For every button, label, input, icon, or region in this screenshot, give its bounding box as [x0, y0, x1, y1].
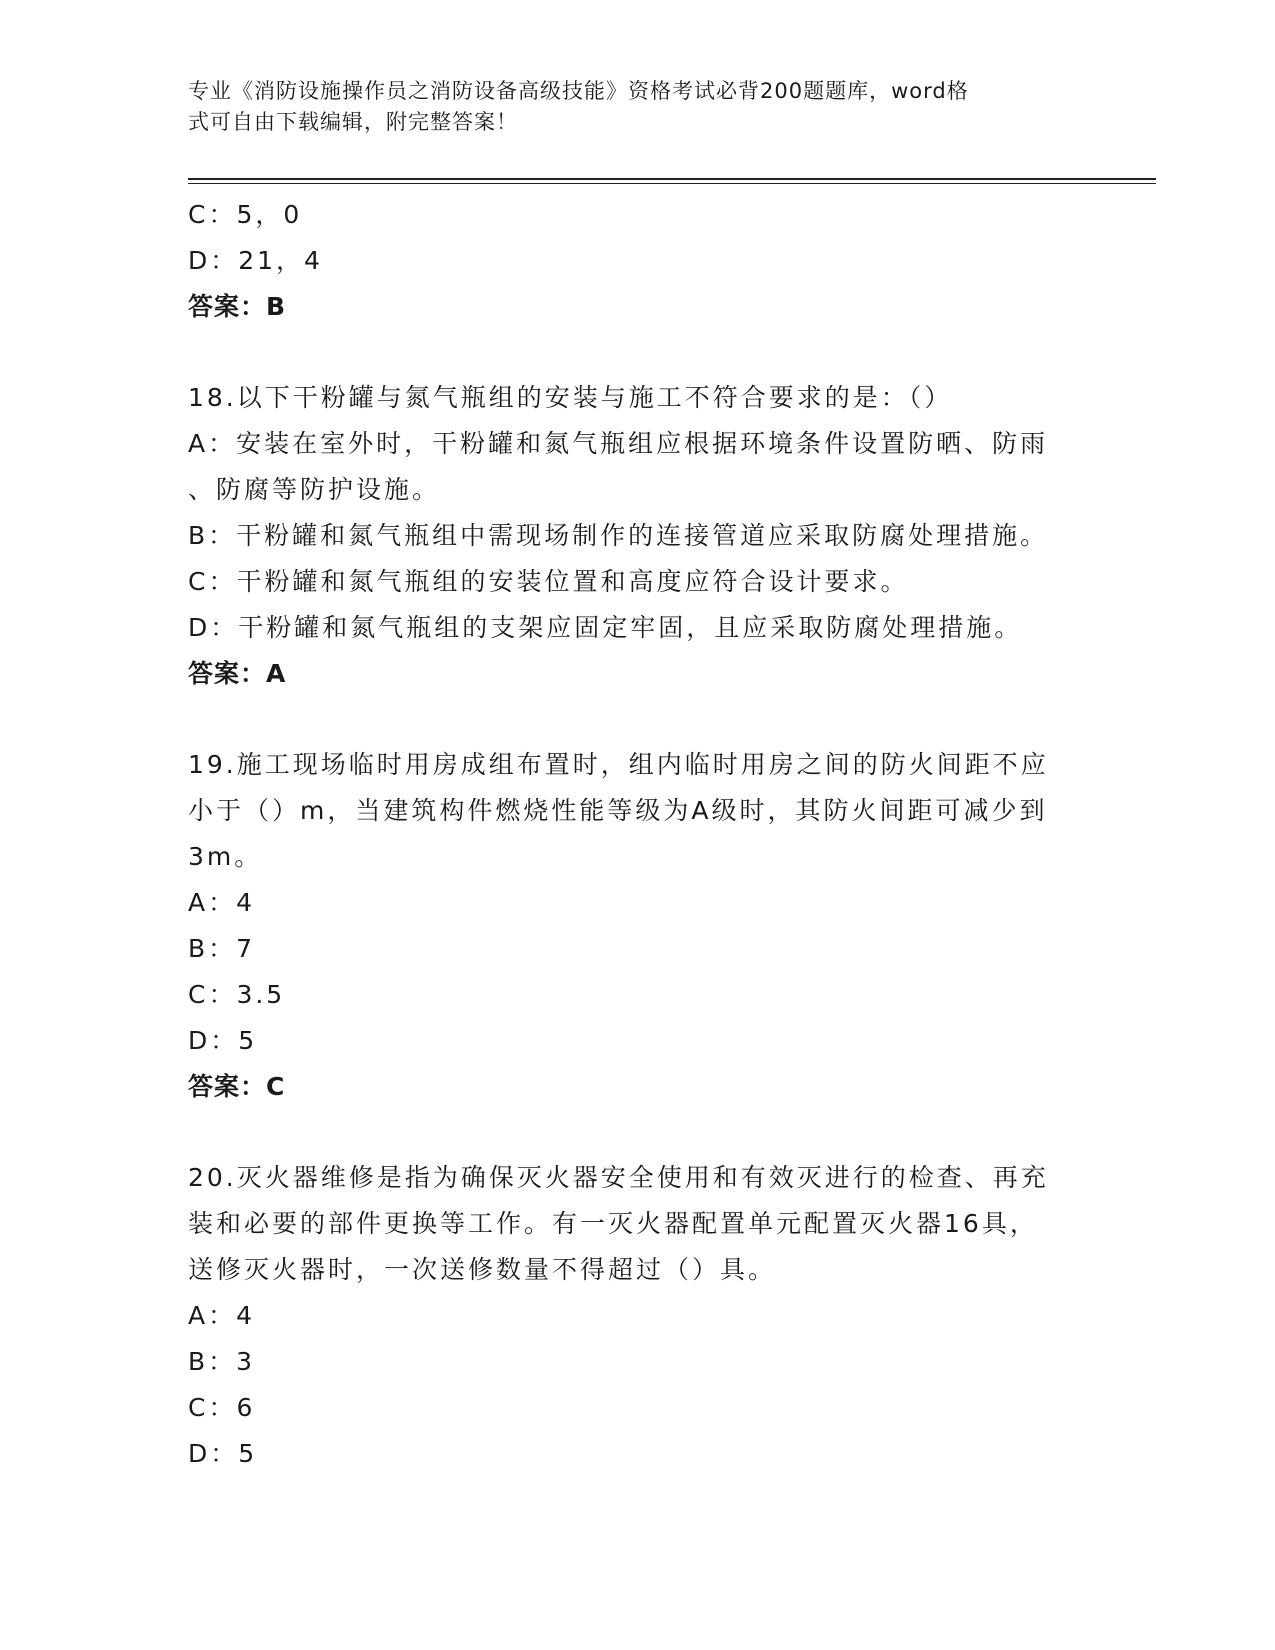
option-d: D：干粉罐和氮气瓶组的支架应固定牢固，且应采取防腐处理措施。 [188, 613, 1023, 642]
option-d: D：21，4 [188, 246, 323, 275]
option-b: B：3 [188, 1347, 256, 1376]
option-c: C：6 [188, 1393, 256, 1422]
header-divider-thin [188, 183, 1156, 184]
header-title-line-2: 式可自由下载编辑，附完整答案！ [188, 110, 518, 134]
header-title-line-1: 专业《消防设施操作员之消防设备高级技能》资格考试必背200题题库，word格 [188, 79, 969, 103]
option-a-continued: 、防腐等防护设施。 [188, 475, 441, 504]
question-17-tail [188, 192, 1088, 330]
option-b: B：7 [188, 934, 256, 963]
option-c: C：干粉罐和氮气瓶组的安装位置和高度应符合设计要求。 [188, 567, 909, 596]
question-stem-continued: 装和必要的部件更换等工作。有一灭火器配置单元配置灭火器16具， [188, 1209, 1038, 1238]
question-stem-continued: 3m。 [188, 842, 263, 871]
spacer [188, 1110, 1088, 1155]
option-c: C：3.5 [188, 980, 286, 1009]
spacer [188, 330, 1088, 375]
option-a: A：安装在室外时，干粉罐和氮气瓶组应根据环境条件设置防晒、防雨 [188, 429, 1049, 458]
question-stem: 20.灭火器维修是指为确保灭火器安全使用和有效灭进行的检查、再充 [188, 1163, 1049, 1192]
question-stem-continued: 送修灭火器时，一次送修数量不得超过（）具。 [188, 1255, 777, 1284]
answer-line: 答案：B [188, 292, 287, 321]
question-18 [188, 375, 1088, 697]
option-a: A：4 [188, 888, 256, 917]
option-b: B：干粉罐和氮气瓶组中需现场制作的连接管道应采取防腐处理措施。 [188, 521, 1049, 550]
option-d: D：5 [188, 1439, 258, 1468]
answer-line: 答案：C [188, 1072, 286, 1101]
answer-line: 答案：A [188, 659, 287, 688]
question-stem-continued: 小于（）m，当建筑构件燃烧性能等级为A级时，其防火间距可减少到 [188, 796, 1048, 825]
spacer [188, 697, 1088, 742]
question-20 [188, 1155, 1088, 1477]
page-header [188, 76, 1078, 138]
document-body [188, 192, 1088, 1477]
question-stem: 19.施工现场临时用房成组布置时，组内临时用房之间的防火间距不应 [188, 750, 1049, 779]
question-stem: 18.以下干粉罐与氮气瓶组的安装与施工不符合要求的是：（） [188, 383, 953, 412]
option-c: C：5，0 [188, 200, 303, 229]
option-a: A：4 [188, 1301, 256, 1330]
header-divider-thick [188, 178, 1156, 180]
question-19 [188, 742, 1088, 1110]
option-d: D：5 [188, 1026, 258, 1055]
